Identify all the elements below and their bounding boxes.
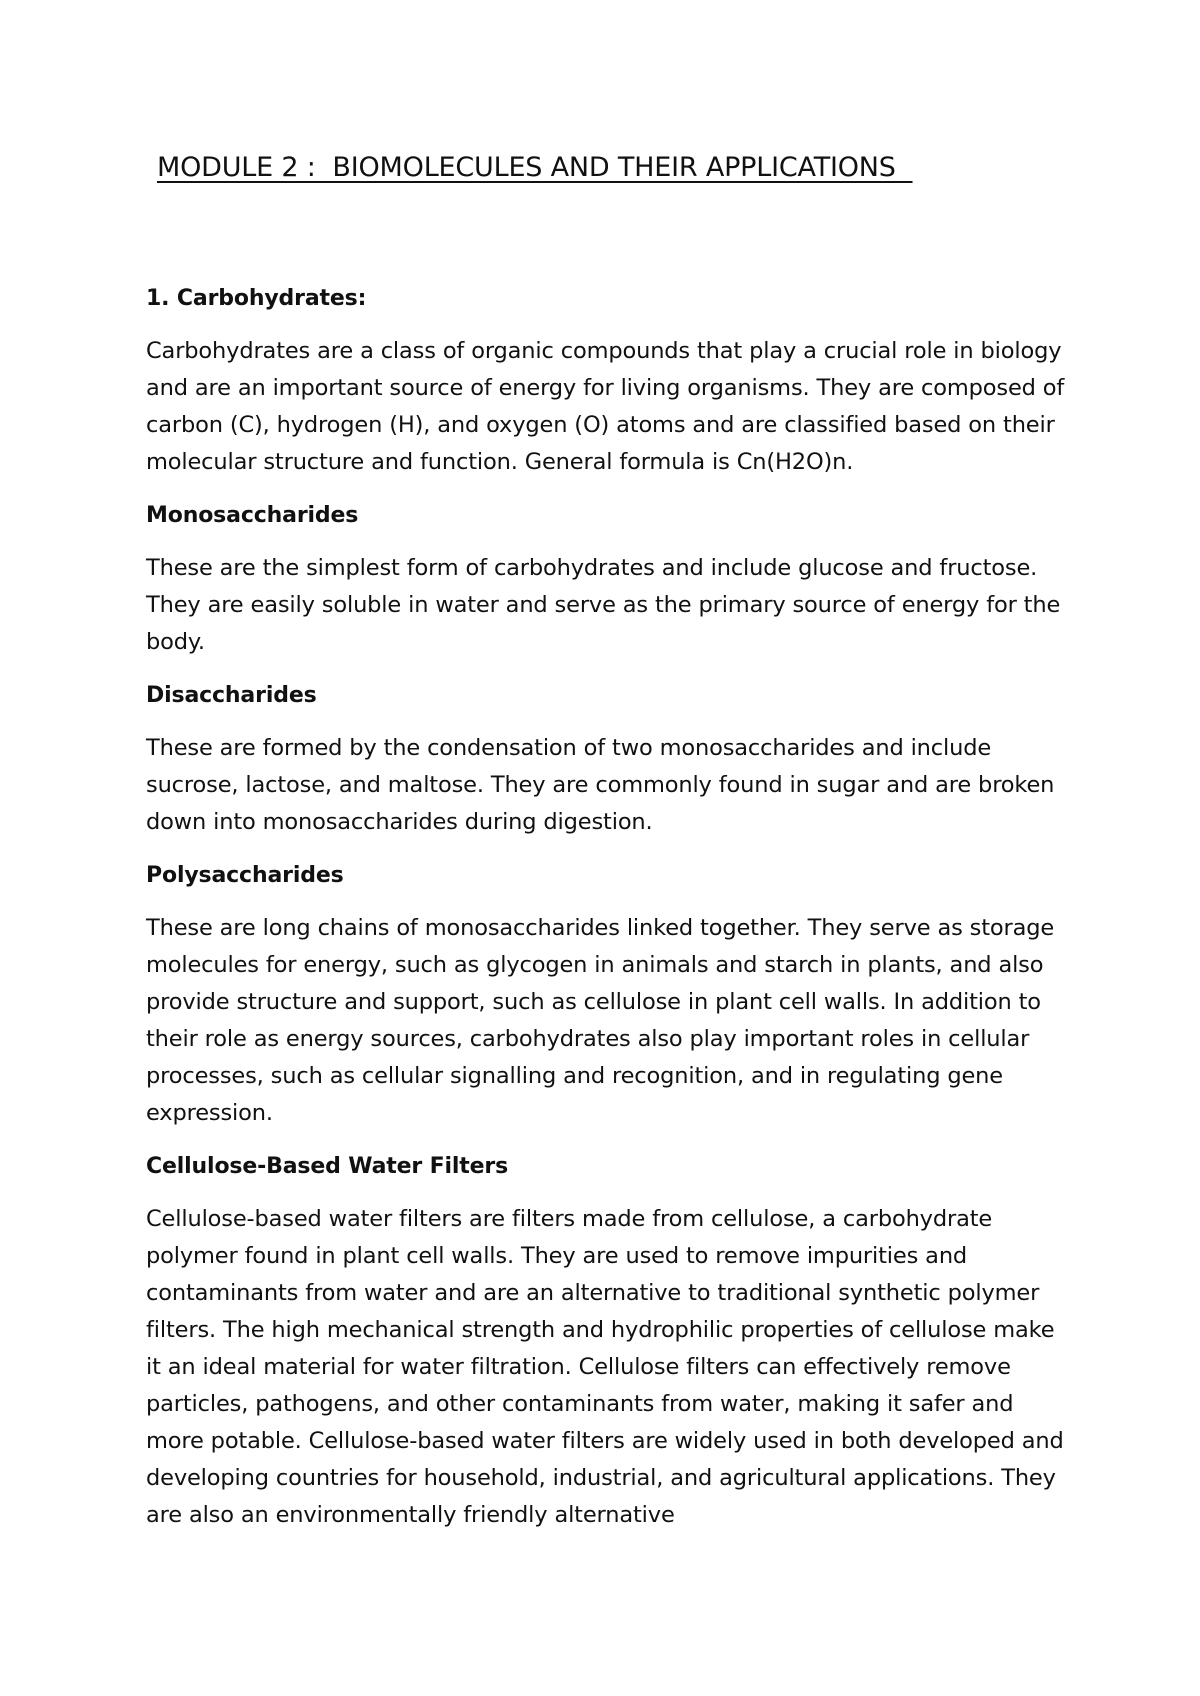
- document-body: [146, 280, 1066, 1550]
- page-title: MODULE 2 : BIOMOLECULES AND THEIR APPLICATIONS: [157, 152, 913, 183]
- paragraph-cellulose-filters: Cellulose-based water filters are filters made from cellulose, a carbohydrate polymer found in plant cell walls. They are used to remove impurities and contaminants from water and are an alternative to traditional synthetic polymer filters. The high mechanical strength and hydrophilic properties of cellulose make it an ideal material for water filtration. Cellulose filters can effectively remove particles, pathogens, and other contaminants from water, making it safer and more potable. Cellulose-based water filters are widely used in both developed and developing countries for household, industrial, and agricultural applications. They are also an environmentally friendly alternative: [146, 1206, 1064, 1528]
- section-heading-carbohydrates: 1. Carbohydrates:: [146, 286, 367, 311]
- paragraph-polysaccharides: These are long chains of monosaccharides linked together. They serve as storage molecules for energy, such as glycogen in animals and starch in plants, and also provide structure and support, such as cellulose in plant cell walls. In addition to their role as energy sources, carbohydrates also play important roles in cellular processes, such as cellular signalling and recognition, and in regulating gene expression.: [146, 915, 1055, 1126]
- section-heading-cellulose-filters: Cellulose-Based Water Filters: [146, 1154, 509, 1179]
- paragraph-monosaccharides: These are the simplest form of carbohydrates and include glucose and fructose. They are easily soluble in water and serve as the primary source of energy for the body.: [146, 555, 1061, 655]
- section-heading-disaccharides: Disaccharides: [146, 683, 317, 708]
- paragraph-carbohydrates: Carbohydrates are a class of organic compounds that play a crucial role in biology and are an important source of energy for living organisms. They are composed of carbon (C), hydrogen (H), and oxygen (O) atoms and are classified based on their molecular structure and function. General formula is Cn(H2O)n.: [146, 338, 1065, 475]
- section-heading-polysaccharides: Polysaccharides: [146, 863, 344, 888]
- paragraph-disaccharides: These are formed by the condensation of two monosaccharides and include sucrose, lactose, and maltose. They are commonly found in sugar and are broken down into monosaccharides during digestion.: [146, 735, 1055, 835]
- section-heading-monosaccharides: Monosaccharides: [146, 503, 359, 528]
